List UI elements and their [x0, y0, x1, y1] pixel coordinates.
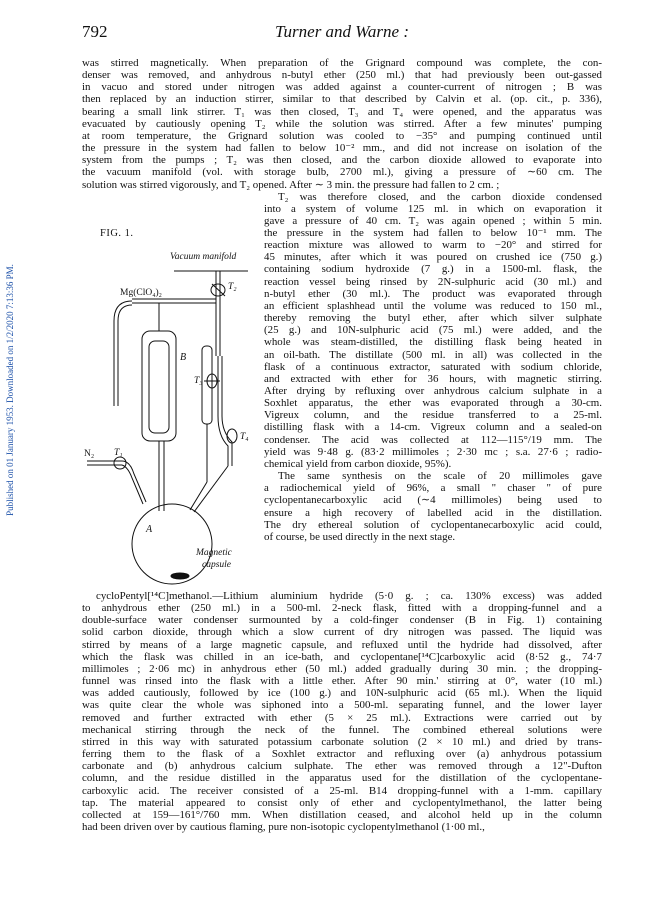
text-line: evacuated by cautiously opening T₂ while the solution was stirred. After a few minutes' pumping	[82, 117, 602, 130]
text-line: removed and further extracted with ether (5 × 25 ml.). Extractions were carried out by	[82, 711, 602, 724]
text-line: at room temperature, the Grignard solution was cooled to −35° and pumping continued until	[82, 129, 602, 142]
text-line: column, and the residue distilled in the apparatus used for the distillation of the cyclopentane-	[82, 772, 602, 785]
paragraph-right-column	[264, 191, 602, 544]
label-capsule: capsule	[202, 560, 232, 570]
text-line: then replaced by an induction stirrer, similar to that described by Calvin et al. (op. cit., p. 336),	[82, 93, 602, 106]
text-line: n-butyl ether (30 ml.). The product was evaporated through	[264, 287, 602, 300]
text-line: double-surface water condenser surmounted by a cold-finger condenser (B in Fig. 1) containing	[82, 614, 602, 627]
text-line: the vacuum manifold (vol. with storage bulb, 2700 ml.), giving a pressure of ∼60 cm. The	[82, 166, 602, 179]
text-line: Vigreux column, and the residue transferred to a 25-ml.	[264, 409, 602, 422]
text-line: an oil-bath. The distillate (500 ml. in all) was collected in the	[264, 348, 602, 361]
label-n2: N₂	[84, 449, 95, 459]
figure-title: FIG. 1.	[100, 228, 134, 239]
text-line: had been driven over by cautious flaming, pure non-isotopic cyclopentylmethanol (1·00 ml.,	[82, 820, 485, 833]
text-line: stirred in this way with saturated potassium carbonate solution (2 × 10 ml.) and dried by trans-	[82, 735, 602, 748]
text-line: an efficient splashhead until the volume was reduced to 150 ml.,	[264, 299, 602, 312]
label-t2: T₂	[228, 282, 237, 292]
text-line: millimoles ; 2·06 mc) in anhydrous ether (50 ml.) added gradually during 30 min. ; the dropping-	[82, 662, 602, 675]
page-number: 792	[82, 22, 108, 41]
apparatus-diagram	[82, 206, 260, 586]
text-line: gave a pressure of 40 cm. T₂ was again opened ; within 5 min.	[264, 214, 602, 227]
text-line: The dry ethereal solution of cyclopentanecarboxylic acid could,	[264, 518, 602, 531]
text-line: flask of a continuous extractor, saturated with sodium chloride,	[264, 360, 602, 373]
text-line: mechanical stirring through the neck of the funnel. The combined ethereal solutions were	[82, 723, 602, 736]
label-magnetic: Magnetic	[196, 548, 232, 558]
text-line: collected at 159—161°/760 mm. When distillation ceased, and alcohol held up in the column	[82, 808, 602, 821]
label-t4: T₄	[240, 432, 249, 442]
page-header	[82, 22, 602, 44]
download-watermark	[2, 230, 18, 550]
text-line: After drying by refluxing over anhydrous calcium sulphate in a	[264, 385, 602, 397]
label-a: A	[146, 524, 153, 535]
text-line: condenser. The acid was collected at 112—115°/19 mm. The	[264, 433, 602, 446]
text-line: tap. The material appeared to consist only of ether and cyclopentylmethanol, the latter being	[82, 796, 602, 809]
text-line: T₂ was therefore closed, and the carbon dioxide condensed	[278, 190, 602, 203]
download-watermark-text: Published on 01 January 1953. Downloaded on 1/2/2020 7:13:36 PM.	[5, 264, 15, 516]
text-line: system from the pumps ; T₂ was then closed, and the carbon dioxide allowed to evaporate into	[82, 154, 602, 167]
running-title: Turner and Warne :	[275, 22, 409, 41]
text-line: yield was 9·48 g. (83·2 millimoles ; 2·30 mc ; s.a. 27·6 ; radio-	[264, 445, 602, 458]
text-line: was stirred magnetically. When preparation of the Grignard compound was complete, the con-	[82, 57, 602, 69]
text-line: of course, be used directly in the next stage.	[264, 530, 456, 543]
figure-1	[82, 206, 260, 586]
text-line: into a system of volume 125 ml. in which on evaporation it	[264, 202, 602, 215]
text-line: in vacuo and stored under nitrogen was added against a counter-current of nitrogen ; B was	[82, 81, 602, 94]
text-line: the pressure in the system had fallen to below 10⁻¹ mm. The	[264, 226, 602, 239]
text-line: carbonate and (b) anhydrous calcium sulphate. The ether was removed through a 12"-Dufton	[82, 760, 602, 773]
text-line: was added cautiously, followed by ice (100 g.) and 10N-sulphuric acid (65 ml.). When the liquid	[82, 687, 602, 700]
text-line: chemical yield from carbon dioxide, 95%).	[264, 457, 452, 470]
text-line: cyclopentanecarboxylic acid (∼4 millimoles) being used to	[264, 494, 602, 507]
label-mg-perchlorate: Mg(ClO₄)₂	[120, 288, 162, 298]
text-line: containing sodium hydroxide (7 g.) in a 1500-ml. flask, the	[264, 263, 602, 276]
text-line: 45 minutes, after which it was poured on crushed ice (750 g.)	[264, 251, 602, 264]
text-line: and extracted with ether for 36 hours, with magnetic stirring.	[264, 372, 602, 385]
text-line: to anhydrous ether (250 ml.) in a 500-ml. 2-neck flask, fitted with a dropping-funnel and a	[82, 602, 602, 615]
text-line: carboxylic acid. The receiver consisted of a 25-ml. B14 dropping-funnel with a 1-mm. capillary	[82, 784, 602, 797]
text-line: whole was steam-distilled, the distilling flask being heated in	[264, 336, 602, 349]
text-line: thereby removing the butyl ether, after which silver sulphate	[264, 312, 602, 325]
paragraph-bottom	[82, 590, 602, 833]
text-line: ferring them to the flask of a Soxhlet extractor and refluxing over (a) anhydrous potassium	[82, 748, 602, 761]
text-line: was quite clear the whole was siphoned into a 500-ml. separating funnel, and the lower layer	[82, 699, 602, 712]
text-line: ensure a high recovery of labelled acid in the distillation.	[264, 506, 602, 519]
text-line: reaction vessel being rinsed by 2N-sulphuric acid (30 ml.) and	[264, 275, 602, 288]
text-line: cycloPentyl[¹⁴C]methanol.—Lithium aluminium hydride (5·0 g. ; ca. 130% excess) was added	[96, 590, 602, 602]
text-line: bearing a small link stirrer. T₁ was then closed, T₃ and T₄ were opened, and the apparatus was	[82, 105, 602, 118]
text-line: a radiochemical yield of 96%, a small " chaser " of pure	[264, 482, 602, 495]
text-line: which the flask was chilled in an ice-bath, and cyclopentane[¹⁴C]carboxylic acid (8·52 g., 74·7	[82, 650, 602, 663]
text-line: stirred by means of a large magnetic capsule, and refluxed until the hydride had dissolved, after	[82, 638, 602, 651]
text-line: Soxhlet apparatus, the ether was evaporated through a 30-cm.	[264, 397, 602, 410]
text-line: the pressure in the system had fallen to below 10⁻² mm., and did not increase on isolation of the	[82, 142, 602, 155]
text-line: (25 g.) and 10N-sulphuric acid (75 ml.) were added, and the	[264, 324, 602, 337]
text-line: distilling flask with a 14-cm. Vigreux column and a sealed-on	[264, 421, 602, 434]
text-line: solid carbon dioxide, through which a slow current of dry nitrogen was passed. The liquid was	[82, 626, 602, 639]
text-line: funnel was rinsed into the flask with a little ether. After 90 min.' stirring at 0°, water (10 ml.)	[82, 675, 602, 688]
label-vacuum-manifold: Vacuum manifold	[170, 252, 237, 262]
paragraph-top	[82, 57, 602, 191]
label-t3: T₃	[194, 376, 203, 386]
label-b: B	[180, 352, 187, 363]
text-line: reaction mixture was allowed to warm to −20° and stirred for	[264, 239, 602, 252]
label-t1: T₁	[114, 448, 123, 458]
text-line: solution was stirred vigorously, and T₂ opened. After ∼ 3 min. the pressure had fallen to 2 cm. ;	[82, 178, 500, 191]
text-line: denser was removed, and anhydrous n-butyl ether (250 ml.) that had previously been out-gassed	[82, 69, 602, 82]
text-line: The same synthesis on the scale of 20 millimoles gave	[278, 470, 602, 483]
